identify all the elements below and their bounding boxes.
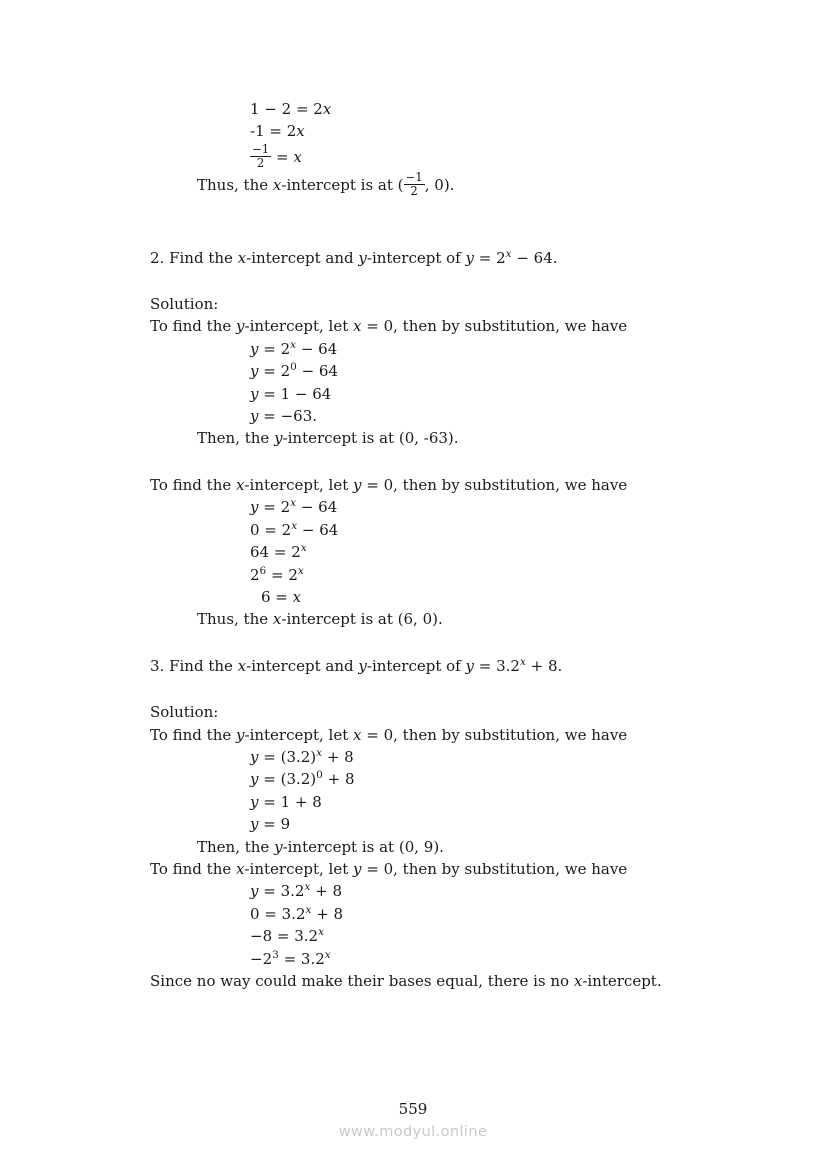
text-line: To find the y-intercept, let x = 0, then by substitution, we have <box>150 725 628 744</box>
text-line: Solution: <box>150 295 219 314</box>
text-line: 3. Find the x-intercept and y-intercept of $y = 3.2^x + 8$. <box>150 655 563 675</box>
paragraph-gap <box>150 450 710 474</box>
math-line: $0 = 3.2^x + 8$ <box>250 903 344 923</box>
math-line: -1 = 2x <box>250 122 305 141</box>
math-line: Thus, the x-intercept is at ( $\frac{-1}{2}$ , 0). <box>197 169 455 199</box>
text-line: Since no way could make their bases equal, there is no x-intercept. <box>150 972 662 990</box>
math-line: $0 = 2^x - 64$ <box>250 519 339 539</box>
math-line: y = 9 <box>250 815 291 834</box>
paragraph-gap <box>150 269 710 293</box>
text-line: Solution: <box>150 703 219 722</box>
fraction: $\frac{-1}{2}$ <box>405 169 423 199</box>
math-line: $64 = 2^x$ <box>250 542 307 562</box>
math-line: Thus, the x-intercept is at (6, 0). <box>197 610 443 629</box>
math-line: Then, the y-intercept is at (0, -63). <box>197 429 459 448</box>
math-line: $y = 2^x - 64$ <box>250 497 338 517</box>
page-number: 559 <box>398 1100 428 1118</box>
paragraph-gap <box>150 199 710 223</box>
math-line: $y = 3.2^x + 8$ <box>250 881 343 901</box>
math-line: $-2^3 = 3.2^x$ <box>250 948 331 968</box>
math-line: y = 1 + 8 <box>250 792 322 811</box>
math-line: y = 1 − 64 <box>250 384 332 403</box>
math-line: $2^6 = 2^x$ <box>250 564 304 584</box>
math-line: Then, the y-intercept is at (0, 9). <box>197 837 444 856</box>
text-line: 2. Find the x-intercept and y-intercept of $y = 2^x - 64$. <box>150 247 558 267</box>
fraction: $\frac{-1}{2}$ <box>252 141 270 171</box>
text-line: To find the x-intercept, let y = 0, then by substitution, we have <box>150 859 628 878</box>
paragraph-gap <box>150 677 710 701</box>
math-line: $y = 2^x - 64$ <box>250 338 338 358</box>
paragraph-gap <box>150 631 710 655</box>
math-line: $y = (3.2)^0 + 8$ <box>250 769 355 789</box>
watermark-url: www.modyul.online <box>338 1124 488 1140</box>
paragraph-gap <box>150 223 710 247</box>
document-content <box>150 98 710 992</box>
text-line: To find the x-intercept, let y = 0, then by substitution, we have <box>150 475 628 494</box>
text-line: To find the y-intercept, let x = 0, then by substitution, we have <box>150 317 628 336</box>
math-line: y = −63. <box>250 407 318 426</box>
math-line: 6 = x <box>261 587 302 606</box>
math-line: 1 − 2 = 2x <box>250 100 332 118</box>
math-line: $\frac{-1}{2}$ = x <box>252 141 302 171</box>
math-line: $y = (3.2)^x + 8$ <box>250 746 354 766</box>
math-line: $y = 2^0 - 64$ <box>250 361 339 381</box>
math-line: $-8 = 3.2^x$ <box>250 926 324 946</box>
